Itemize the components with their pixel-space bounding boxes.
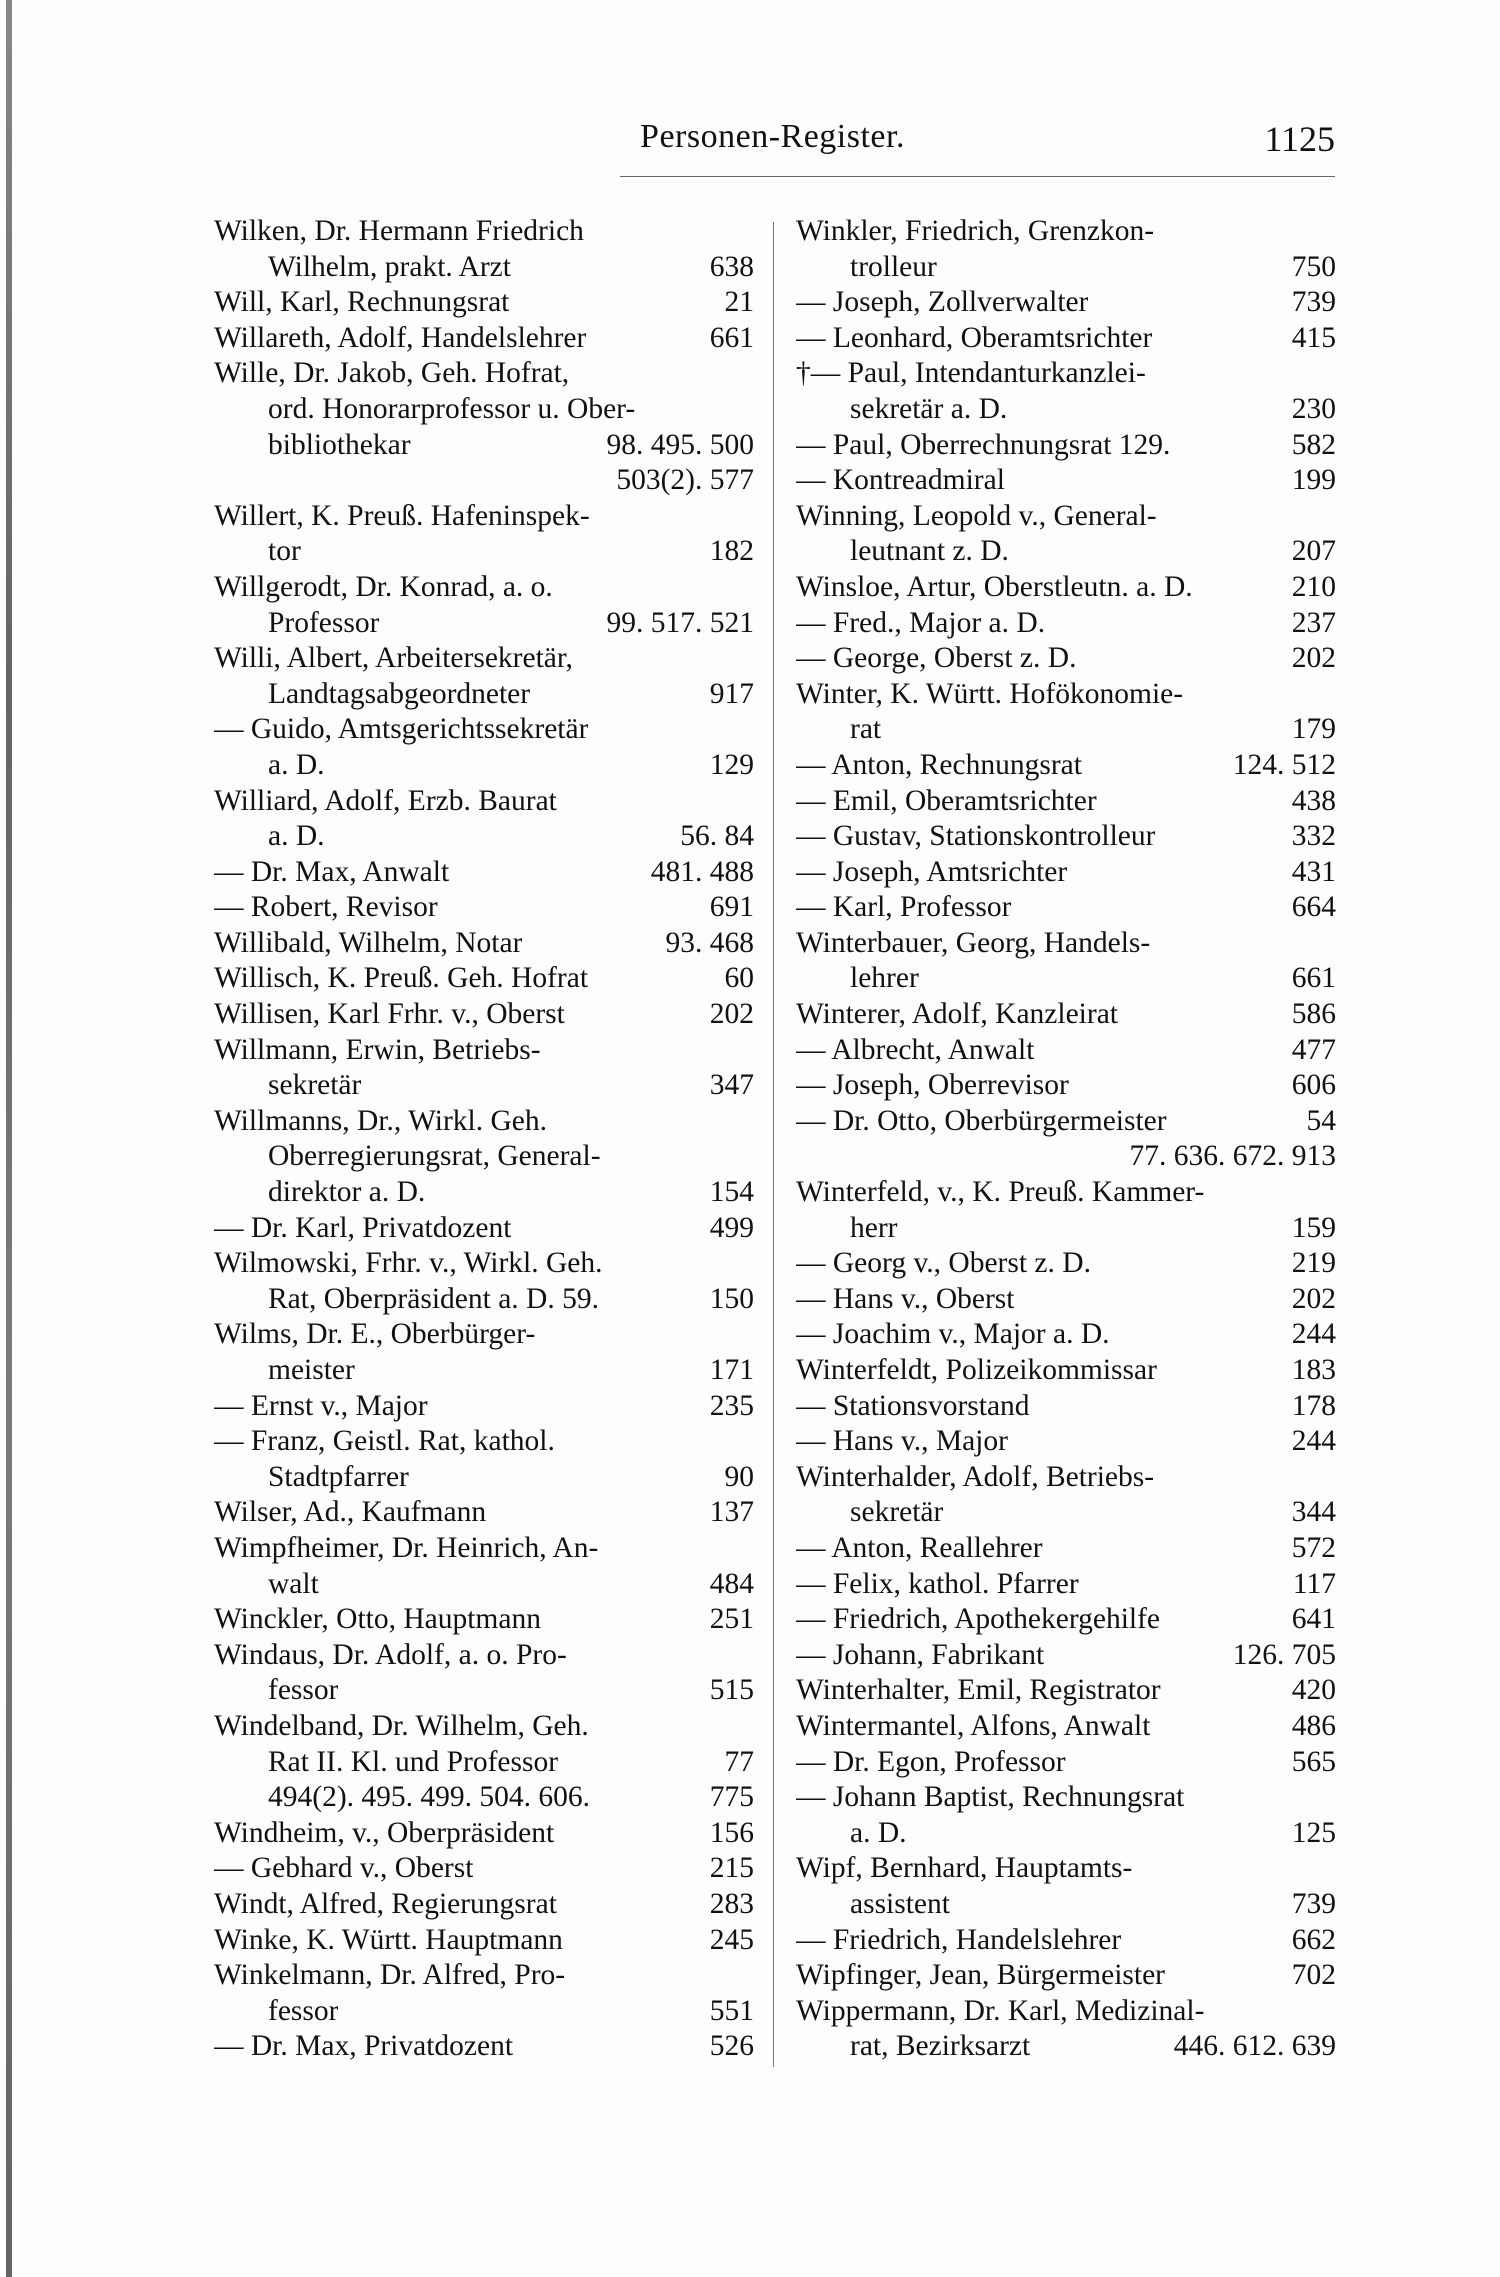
- entry-text: Landtagsabgeordneter: [268, 677, 531, 710]
- index-entry-line: [796, 641, 1336, 677]
- entry-page-numbers: 129: [709, 748, 754, 781]
- entry-page-numbers: 499: [709, 1211, 754, 1244]
- entry-text: Wilhelm, prakt. Arzt: [268, 250, 511, 283]
- entry-page-numbers: 244: [1291, 1318, 1336, 1351]
- entry-text: Oberregierungsrat, General-: [268, 1140, 601, 1173]
- entry-text: rat: [850, 713, 882, 746]
- entry-page-numbers: 347: [709, 1069, 754, 1102]
- entry-text: Willibald, Wilhelm, Notar: [214, 926, 523, 959]
- index-entry-line: [796, 1389, 1336, 1425]
- entry-text: fessor: [268, 1994, 339, 2027]
- index-entry-line: [214, 855, 754, 891]
- entry-text: Wintermantel, Alfons, Anwalt: [796, 1709, 1151, 1742]
- column-divider: [773, 222, 774, 2067]
- running-title: Personen-Register.: [640, 118, 905, 155]
- entry-text: Williard, Adolf, Erzb. Baurat: [214, 784, 557, 817]
- entry-page-numbers: 917: [709, 677, 754, 710]
- entry-text: Stadtpfarrer: [268, 1460, 409, 1493]
- entry-page-numbers: 117: [1292, 1567, 1336, 1600]
- entry-text: Willmanns, Dr., Wirkl. Geh.: [214, 1104, 548, 1137]
- index-entry-line: [796, 1567, 1336, 1603]
- entry-text: Willert, K. Preuß. Hafeninspek-: [214, 499, 590, 532]
- index-entry-line: [796, 1424, 1336, 1460]
- entry-page-numbers: 283: [709, 1887, 754, 1920]
- index-entry-line: [214, 1638, 754, 1674]
- index-entry-line: [214, 606, 754, 642]
- entry-text: leutnant z. D.: [850, 535, 1009, 568]
- entry-text: fessor: [268, 1674, 339, 1707]
- index-entry-line: [214, 285, 754, 321]
- index-entry-line: [796, 1175, 1336, 1211]
- entry-page-numbers: 565: [1291, 1745, 1336, 1778]
- index-entry-line: [796, 285, 1336, 321]
- index-entry-line: [796, 819, 1336, 855]
- entry-text: — Joachim v., Major a. D.: [796, 1318, 1110, 1351]
- index-entry-line: [214, 1389, 754, 1425]
- entry-text: sekretär a. D.: [850, 392, 1008, 425]
- entry-text: Wilken, Dr. Hermann Friedrich: [214, 215, 584, 247]
- entry-text: — Ernst v., Major: [214, 1389, 428, 1422]
- entry-page-numbers: 245: [709, 1923, 754, 1956]
- index-entry-line: [796, 1923, 1336, 1959]
- index-entry-line: [796, 1033, 1336, 1069]
- entry-page-numbers: 739: [1291, 286, 1336, 319]
- entry-page-numbers: 154: [709, 1176, 754, 1209]
- entry-page-numbers: 775: [709, 1781, 754, 1814]
- index-entry-line: [214, 677, 754, 713]
- index-entry-line: [796, 926, 1336, 962]
- index-entry-line: [214, 1033, 754, 1069]
- entry-text: — Hans v., Major: [796, 1425, 1008, 1458]
- index-entry-line: [796, 2029, 1336, 2065]
- index-entry-line: [214, 1816, 754, 1852]
- entry-page-numbers: 210: [1291, 570, 1336, 603]
- index-entry-line: [796, 890, 1336, 926]
- entry-page-numbers: 641: [1291, 1603, 1336, 1636]
- entry-page-numbers: 431: [1291, 855, 1336, 888]
- entry-page-numbers: 202: [1291, 642, 1336, 675]
- index-entry-line: [796, 997, 1336, 1033]
- index-entry-line: [214, 1460, 754, 1496]
- index-entry-line: [796, 570, 1336, 606]
- index-entry-line: [796, 499, 1336, 535]
- index-entry-line: [214, 1282, 754, 1318]
- index-entry-line: [796, 1638, 1336, 1674]
- entry-page-numbers: 691: [709, 891, 754, 924]
- index-entry-line: [796, 1709, 1336, 1745]
- entry-text: Professor: [268, 606, 380, 639]
- entry-text: Winter, K. Württ. Hofökonomie-: [796, 677, 1184, 710]
- page-header: [210, 118, 1335, 174]
- index-entry-line: [214, 570, 754, 606]
- entry-text: — Johann, Fabrikant: [796, 1638, 1045, 1671]
- entry-text: — Dr. Otto, Oberbürgermeister: [796, 1104, 1167, 1137]
- entry-page-numbers: 606: [1291, 1069, 1336, 1102]
- index-entry-line: [214, 463, 754, 499]
- index-entry-line: [796, 321, 1336, 357]
- entry-page-numbers: 156: [709, 1816, 754, 1849]
- index-entry-line: [214, 2029, 754, 2065]
- entry-page-numbers: 526: [709, 2030, 754, 2063]
- entry-text: Windaus, Dr. Adolf, a. o. Pro-: [214, 1638, 567, 1671]
- entry-text: Winkelmann, Dr. Alfred, Pro-: [214, 1959, 566, 1992]
- index-entry-line: [796, 1816, 1336, 1852]
- index-entry-line: [214, 1531, 754, 1567]
- entry-text: Winke, K. Württ. Hauptmann: [214, 1923, 563, 1956]
- index-entry-line: [796, 534, 1336, 570]
- index-entry-line: [796, 1495, 1336, 1531]
- entry-text: sekretär: [268, 1069, 362, 1102]
- index-entry-line: [796, 1104, 1336, 1140]
- index-entry-line: [796, 1531, 1336, 1567]
- entry-text: trolleur: [850, 250, 937, 283]
- index-entry-line: [214, 712, 754, 748]
- index-entry-line: [214, 890, 754, 926]
- index-entry-line: [796, 1673, 1336, 1709]
- index-entry-line: [796, 748, 1336, 784]
- entry-page-numbers: 125: [1291, 1816, 1336, 1849]
- index-entry-line: [214, 961, 754, 997]
- index-entry-line: [214, 1353, 754, 1389]
- entry-text: — Dr. Egon, Professor: [796, 1745, 1066, 1778]
- entry-text: †— Paul, Intendanturkanzlei-: [796, 357, 1146, 390]
- index-entry-line: [214, 499, 754, 535]
- index-entry-line: [214, 1495, 754, 1531]
- entry-page-numbers: 219: [1291, 1247, 1336, 1280]
- index-entry-line: [214, 534, 754, 570]
- entry-text: Winterfeld, v., K. Preuß. Kammer-: [796, 1176, 1205, 1209]
- entry-page-numbers: 661: [709, 321, 754, 354]
- entry-text: Willareth, Adolf, Handelslehrer: [214, 321, 587, 354]
- entry-text: — George, Oberst z. D.: [796, 642, 1077, 675]
- entry-page-numbers: 662: [1291, 1923, 1336, 1956]
- index-entry-line: [796, 1139, 1336, 1175]
- entry-text: — Dr. Max, Privatdozent: [214, 2030, 514, 2063]
- entry-page-numbers: 661: [1291, 962, 1336, 995]
- index-entry-line: [214, 748, 754, 784]
- entry-text: — Karl, Professor: [796, 891, 1012, 924]
- index-entry-line: [796, 784, 1336, 820]
- entry-page-numbers: 582: [1291, 428, 1336, 461]
- index-entry-line: [214, 1567, 754, 1603]
- entry-text: — Leonhard, Oberamtsrichter: [796, 321, 1153, 354]
- entry-page-numbers: 750: [1291, 250, 1336, 283]
- entry-text: Winckler, Otto, Hauptmann: [214, 1603, 541, 1636]
- entry-text: Rat, Oberpräsident a. D. 59.: [268, 1282, 599, 1315]
- entry-text: — Dr. Karl, Privatdozent: [214, 1211, 512, 1244]
- entry-page-numbers: 638: [709, 250, 754, 283]
- index-entry-line: [796, 1211, 1336, 1247]
- entry-page-numbers: 202: [709, 998, 754, 1031]
- entry-text: — Felix, kathol. Pfarrer: [796, 1567, 1079, 1600]
- entry-text: — Joseph, Zollverwalter: [796, 286, 1089, 319]
- entry-text: Willisch, K. Preuß. Geh. Hofrat: [214, 962, 589, 995]
- index-entry-line: [214, 1958, 754, 1994]
- entry-text: Wimpfheimer, Dr. Heinrich, An-: [214, 1531, 599, 1564]
- entry-page-numbers: 515: [709, 1674, 754, 1707]
- entry-page-numbers: 182: [709, 535, 754, 568]
- index-entry-line: [796, 1282, 1336, 1318]
- entry-page-numbers: 90: [724, 1460, 754, 1493]
- index-entry-line: [796, 1317, 1336, 1353]
- entry-text: Winterhalder, Adolf, Betriebs-: [796, 1460, 1155, 1493]
- entry-text: walt: [268, 1567, 319, 1600]
- entry-page-numbers: 171: [709, 1354, 754, 1386]
- entry-text: Winterer, Adolf, Kanzleirat: [796, 998, 1118, 1031]
- entry-page-numbers: 178: [1291, 1389, 1336, 1422]
- entry-text: ord. Honorarprofessor u. Ober-: [268, 392, 636, 425]
- index-entry-line: [214, 819, 754, 855]
- entry-text: meister: [268, 1354, 355, 1386]
- entry-page-numbers: 54: [1306, 1104, 1336, 1137]
- entry-text: Willisen, Karl Frhr. v., Oberst: [214, 998, 565, 1031]
- index-entry-line: [214, 1923, 754, 1959]
- entry-text: Rat II. Kl. und Professor: [268, 1745, 559, 1778]
- index-entry-line: [214, 250, 754, 286]
- entry-page-numbers: 332: [1291, 820, 1336, 853]
- entry-text: — Emil, Oberamtsrichter: [796, 784, 1097, 817]
- entry-text: — Albrecht, Anwalt: [796, 1033, 1035, 1066]
- index-entry-line: [214, 1673, 754, 1709]
- entry-text: a. D.: [268, 820, 325, 853]
- entry-page-numbers: 344: [1291, 1496, 1336, 1529]
- index-entry-line: [796, 1602, 1336, 1638]
- index-entry-line: [796, 1994, 1336, 2030]
- index-entry-line: [214, 356, 754, 392]
- entry-page-numbers: 77. 636. 672. 913: [1129, 1140, 1336, 1173]
- index-entry-line: [796, 1460, 1336, 1496]
- index-entry-line: [796, 677, 1336, 713]
- index-entry-line: [796, 1780, 1336, 1816]
- entry-text: — Friedrich, Apothekergehilfe: [796, 1603, 1161, 1636]
- entry-text: Wilms, Dr. E., Oberbürger-: [214, 1318, 536, 1351]
- entry-page-numbers: 438: [1291, 784, 1336, 817]
- entry-page-numbers: 551: [709, 1994, 754, 2027]
- index-entry-line: [796, 1745, 1336, 1781]
- index-entry-line: [214, 1887, 754, 1923]
- entry-page-numbers: 202: [1291, 1282, 1336, 1315]
- header-rule: [620, 176, 1335, 177]
- index-entry-line: [214, 1317, 754, 1353]
- entry-page-numbers: 702: [1291, 1959, 1336, 1992]
- entry-page-numbers: 477: [1291, 1033, 1336, 1066]
- entry-text: Winsloe, Artur, Oberstleutn. a. D.: [796, 570, 1193, 603]
- index-entry-line: [796, 712, 1336, 748]
- entry-page-numbers: 179: [1291, 713, 1336, 746]
- entry-page-numbers: 235: [709, 1389, 754, 1422]
- index-entry-line: [214, 641, 754, 677]
- entry-page-numbers: 93. 468: [665, 926, 754, 959]
- entry-page-numbers: 739: [1291, 1887, 1336, 1920]
- index-entry-line: [214, 1994, 754, 2030]
- entry-text: Wipf, Bernhard, Hauptamts-: [796, 1852, 1133, 1885]
- entry-text: — Dr. Max, Anwalt: [214, 855, 450, 888]
- index-entry-line: [796, 1958, 1336, 1994]
- entry-page-numbers: 126. 705: [1232, 1638, 1336, 1671]
- entry-page-numbers: 503(2). 577: [616, 464, 754, 497]
- entry-text: Winkler, Friedrich, Grenzkon-: [796, 215, 1155, 247]
- entry-text: Wilser, Ad., Kaufmann: [214, 1496, 487, 1529]
- entry-page-numbers: 244: [1291, 1425, 1336, 1458]
- entry-text: — Franz, Geistl. Rat, kathol.: [214, 1425, 555, 1458]
- index-entry-line: [214, 214, 754, 250]
- entry-page-numbers: 486: [1291, 1709, 1336, 1742]
- index-entry-line: [214, 1175, 754, 1211]
- entry-page-numbers: 21: [724, 286, 754, 319]
- entry-text: Winterbauer, Georg, Handels-: [796, 926, 1151, 959]
- entry-text: a. D.: [268, 748, 325, 781]
- entry-text: — Gustav, Stationskontrolleur: [796, 820, 1156, 853]
- index-entry-line: [214, 997, 754, 1033]
- entry-page-numbers: 664: [1291, 891, 1336, 924]
- index-entry-line: [214, 1709, 754, 1745]
- entry-page-numbers: 60: [724, 962, 754, 995]
- left-column: [214, 214, 754, 2065]
- entry-text: 494(2). 495. 499. 504. 606.: [268, 1781, 591, 1814]
- index-entry-line: [214, 1139, 754, 1175]
- entry-text: sekretär: [850, 1496, 944, 1529]
- entry-page-numbers: 207: [1291, 535, 1336, 568]
- index-entry-line: [214, 784, 754, 820]
- entry-text: — Hans v., Oberst: [796, 1282, 1015, 1315]
- entry-text: — Gebhard v., Oberst: [214, 1852, 474, 1885]
- entry-page-numbers: 251: [709, 1603, 754, 1636]
- index-entry-line: [796, 1851, 1336, 1887]
- entry-page-numbers: 481. 488: [650, 855, 754, 888]
- entry-page-numbers: 237: [1291, 606, 1336, 639]
- entry-text: Windelband, Dr. Wilhelm, Geh.: [214, 1709, 589, 1742]
- entry-text: rat, Bezirksarzt: [850, 2030, 1031, 2063]
- index-entry-line: [214, 1851, 754, 1887]
- index-entry-line: [214, 321, 754, 357]
- index-entry-line: [796, 1246, 1336, 1282]
- entry-text: — Joseph, Oberrevisor: [796, 1069, 1069, 1102]
- index-entry-line: [796, 250, 1336, 286]
- right-column: [796, 214, 1336, 2065]
- index-entry-line: [214, 392, 754, 428]
- entry-text: tor: [268, 535, 301, 568]
- entry-text: Willgerodt, Dr. Konrad, a. o.: [214, 570, 553, 603]
- index-entry-line: [796, 1353, 1336, 1389]
- entry-page-numbers: 199: [1291, 464, 1336, 497]
- index-entry-line: [796, 356, 1336, 392]
- entry-text: a. D.: [850, 1816, 907, 1849]
- index-entry-line: [214, 1246, 754, 1282]
- entry-text: — Paul, Oberrechnungsrat 129.: [796, 428, 1171, 461]
- entry-page-numbers: 124. 512: [1232, 748, 1336, 781]
- entry-text: Wille, Dr. Jakob, Geh. Hofrat,: [214, 357, 570, 390]
- page-number: 1125: [1264, 119, 1335, 159]
- entry-text: — Kontreadmiral: [796, 464, 1005, 497]
- entry-page-numbers: 572: [1291, 1531, 1336, 1564]
- entry-page-numbers: 99. 517. 521: [606, 606, 754, 639]
- entry-page-numbers: 484: [709, 1567, 754, 1600]
- index-entry-line: [796, 428, 1336, 464]
- scan-edge-shadow: [6, 0, 12, 2277]
- entry-page-numbers: 77: [724, 1745, 754, 1778]
- index-entry-line: [214, 428, 754, 464]
- entry-page-numbers: 98. 495. 500: [606, 428, 754, 461]
- entry-text: — Joseph, Amtsrichter: [796, 855, 1068, 888]
- entry-text: — Guido, Amtsgerichtssekretär: [214, 713, 589, 746]
- index-entry-line: [214, 1068, 754, 1104]
- entry-text: Windt, Alfred, Regierungsrat: [214, 1887, 557, 1920]
- index-entry-line: [214, 926, 754, 962]
- index-entry-line: [214, 1745, 754, 1781]
- entry-text: — Stationsvorstand: [796, 1389, 1030, 1422]
- entry-page-numbers: 446. 612. 639: [1173, 2030, 1336, 2063]
- entry-page-numbers: 137: [709, 1496, 754, 1529]
- entry-text: Willmann, Erwin, Betriebs-: [214, 1033, 541, 1066]
- entry-text: herr: [850, 1211, 898, 1244]
- entry-text: — Anton, Rechnungsrat: [796, 748, 1082, 781]
- index-entry-line: [796, 606, 1336, 642]
- entry-text: — Anton, Reallehrer: [796, 1531, 1043, 1564]
- index-entry-line: [796, 214, 1336, 250]
- entry-text: assistent: [850, 1887, 950, 1920]
- index-entry-line: [796, 855, 1336, 891]
- entry-text: — Fred., Major a. D.: [796, 606, 1046, 639]
- entry-page-numbers: 159: [1291, 1211, 1336, 1244]
- entry-text: Will, Karl, Rechnungsrat: [214, 286, 510, 319]
- entry-text: Wipfinger, Jean, Bürgermeister: [796, 1959, 1165, 1992]
- entry-text: Winning, Leopold v., General-: [796, 499, 1157, 532]
- entry-text: — Friedrich, Handelslehrer: [796, 1923, 1122, 1956]
- index-entry-line: [214, 1104, 754, 1140]
- entry-page-numbers: 230: [1291, 392, 1336, 425]
- entry-text: Windheim, v., Oberpräsident: [214, 1816, 555, 1849]
- entry-text: direktor a. D.: [268, 1176, 426, 1209]
- entry-text: — Johann Baptist, Rechnungsrat: [796, 1781, 1185, 1814]
- entry-page-numbers: 215: [709, 1852, 754, 1885]
- entry-text: lehrer: [850, 962, 919, 995]
- index-entry-line: [214, 1424, 754, 1460]
- index-entry-line: [796, 1068, 1336, 1104]
- entry-page-numbers: 150: [709, 1282, 754, 1315]
- entry-page-numbers: 586: [1291, 998, 1336, 1031]
- entry-text: bibliothekar: [268, 428, 411, 461]
- index-entry-line: [214, 1211, 754, 1247]
- index-entry-line: [796, 463, 1336, 499]
- entry-text: Winterfeldt, Polizeikommissar: [796, 1354, 1157, 1386]
- index-entry-line: [796, 1887, 1336, 1923]
- entry-text: — Robert, Revisor: [214, 891, 438, 924]
- entry-text: Wilmowski, Frhr. v., Wirkl. Geh.: [214, 1247, 603, 1280]
- entry-text: Wippermann, Dr. Karl, Medizinal-: [796, 1994, 1205, 2027]
- index-entry-line: [214, 1780, 754, 1816]
- entry-page-numbers: 415: [1291, 321, 1336, 354]
- entry-page-numbers: 183: [1291, 1354, 1336, 1386]
- index-entry-line: [214, 1602, 754, 1638]
- entry-text: Winterhalter, Emil, Registrator: [796, 1674, 1161, 1707]
- entry-text: — Georg v., Oberst z. D.: [796, 1247, 1091, 1280]
- entry-page-numbers: 56. 84: [680, 820, 754, 853]
- entry-text: Willi, Albert, Arbeitersekretär,: [214, 642, 573, 675]
- index-entry-line: [796, 961, 1336, 997]
- entry-page-numbers: 420: [1291, 1674, 1336, 1707]
- index-entry-line: [796, 392, 1336, 428]
